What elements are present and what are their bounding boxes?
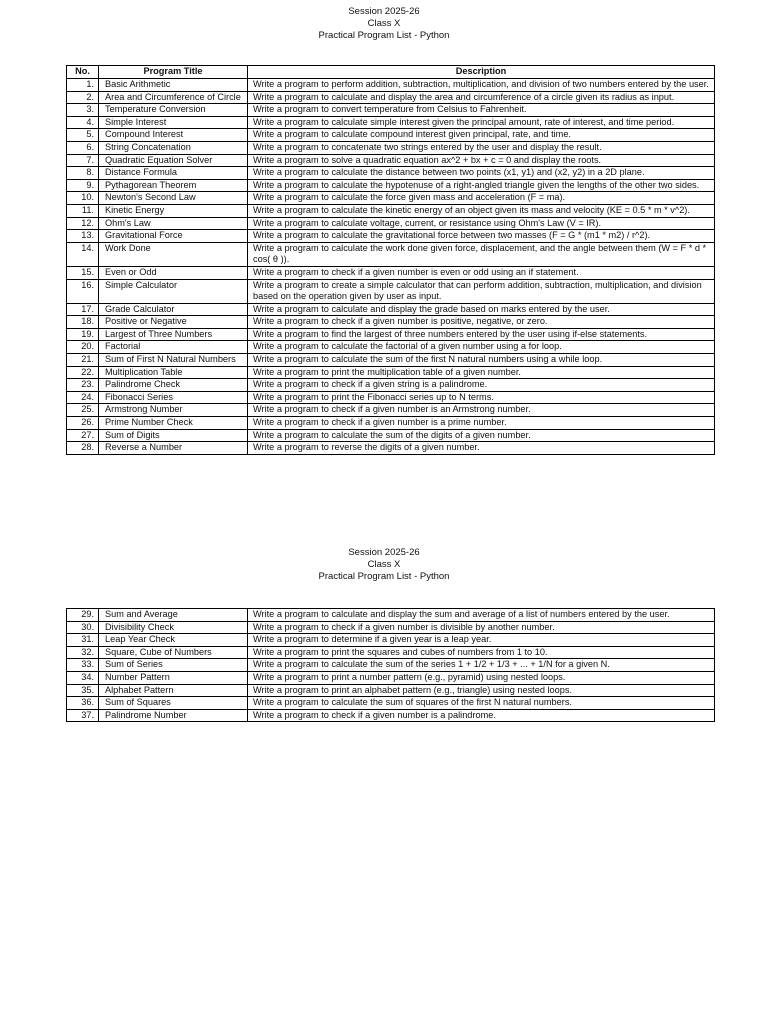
program-title: Work Done	[99, 242, 248, 266]
row-number: 27.	[67, 429, 99, 442]
program-title: Reverse a Number	[99, 442, 248, 455]
program-description: Write a program to calculate simple interest given the principal amount, rate of interest, and time period.	[248, 116, 715, 129]
table-row	[67, 91, 715, 104]
program-title: Simple Interest	[99, 116, 248, 129]
program-description: Write a program to calculate voltage, current, or resistance using Ohm's Law (V = IR).	[248, 217, 715, 230]
row-number: 6.	[67, 141, 99, 154]
class-label: Class X	[367, 559, 401, 570]
table-row	[67, 154, 715, 167]
program-table	[66, 65, 715, 455]
table-row	[67, 167, 715, 180]
program-title: Multiplication Table	[99, 366, 248, 379]
row-number: 23.	[67, 379, 99, 392]
program-description: Write a program to convert temperature from Celsius to Fahrenheit.	[248, 104, 715, 117]
program-title: Simple Calculator	[99, 279, 248, 303]
table-row	[67, 179, 715, 192]
program-description: Write a program to print the Fibonacci series up to N terms.	[248, 391, 715, 404]
row-number: 35.	[67, 684, 99, 697]
program-description: Write a program to calculate compound interest given principal, rate, and time.	[248, 129, 715, 142]
program-title: Square, Cube of Numbers	[99, 646, 248, 659]
row-number: 15.	[67, 266, 99, 279]
program-description: Write a program to perform addition, subtraction, multiplication, and division of two numbers entered by the user.	[248, 79, 715, 92]
program-description: Write a program to calculate the sum of the series 1 + 1/2 + 1/3 + ... + 1/N for a given N.	[248, 659, 715, 672]
row-number: 28.	[67, 442, 99, 455]
row-number: 37.	[67, 709, 99, 722]
table-row	[67, 303, 715, 316]
table-row	[67, 79, 715, 92]
table-row	[67, 621, 715, 634]
document-title: Practical Program List - Python	[318, 30, 450, 41]
table-row	[67, 684, 715, 697]
program-title: Sum of Series	[99, 659, 248, 672]
page-header	[0, 6, 768, 42]
program-description: Write a program to check if a given number is divisible by another number.	[248, 621, 715, 634]
row-number: 13.	[67, 230, 99, 243]
program-description: Write a program to solve a quadratic equation ax^2 + bx + c = 0 and display the roots.	[248, 154, 715, 167]
row-number: 21.	[67, 354, 99, 367]
program-title: Fibonacci Series	[99, 391, 248, 404]
table-row	[67, 609, 715, 622]
header-description: Description	[248, 66, 715, 79]
row-number: 8.	[67, 167, 99, 180]
program-title: Newton's Second Law	[99, 192, 248, 205]
table-row	[67, 192, 715, 205]
program-title: Distance Formula	[99, 167, 248, 180]
program-description: Write a program to calculate the work done given force, displacement, and the angle between them (W = F * d * cos( θ )).	[248, 242, 715, 266]
row-number: 24.	[67, 391, 99, 404]
table-row	[67, 697, 715, 710]
class-label: Class X	[367, 18, 401, 29]
program-title: Divisibility Check	[99, 621, 248, 634]
program-table-continued	[66, 608, 715, 722]
program-title: Largest of Three Numbers	[99, 328, 248, 341]
row-number: 33.	[67, 659, 99, 672]
program-title: Area and Circumference of Circle	[99, 91, 248, 104]
program-title: Leap Year Check	[99, 634, 248, 647]
row-number: 36.	[67, 697, 99, 710]
program-title: Prime Number Check	[99, 417, 248, 430]
program-description: Write a program to check if a given number is positive, negative, or zero.	[248, 316, 715, 329]
row-number: 17.	[67, 303, 99, 316]
program-description: Write a program to calculate the hypotenuse of a right-angled triangle given the lengths of the other two sides.	[248, 179, 715, 192]
program-title: Compound Interest	[99, 129, 248, 142]
row-number: 16.	[67, 279, 99, 303]
row-number: 32.	[67, 646, 99, 659]
program-description: Write a program to calculate the sum of the first N natural numbers using a while loop.	[248, 354, 715, 367]
row-number: 2.	[67, 91, 99, 104]
table-row	[67, 341, 715, 354]
row-number: 20.	[67, 341, 99, 354]
program-title: Grade Calculator	[99, 303, 248, 316]
program-description: Write a program to print an alphabet pattern (e.g., triangle) using nested loops.	[248, 684, 715, 697]
program-title: Number Pattern	[99, 671, 248, 684]
program-title: String Concatenation	[99, 141, 248, 154]
program-description: Write a program to calculate and display the area and circumference of a circle given its radius as input.	[248, 91, 715, 104]
row-number: 11.	[67, 204, 99, 217]
table-row	[67, 442, 715, 455]
program-description: Write a program to print the multiplication table of a given number.	[248, 366, 715, 379]
table-body	[67, 79, 715, 455]
row-number: 7.	[67, 154, 99, 167]
row-number: 4.	[67, 116, 99, 129]
program-title: Temperature Conversion	[99, 104, 248, 117]
program-title: Positive or Negative	[99, 316, 248, 329]
program-description: Write a program to check if a given number is even or odd using an if statement.	[248, 266, 715, 279]
program-description: Write a program to calculate the gravitational force between two masses (F = G * (m1 * m2) / r^2).	[248, 230, 715, 243]
table-row	[67, 279, 715, 303]
page-header-2	[0, 547, 768, 583]
table-row	[67, 659, 715, 672]
program-title: Alphabet Pattern	[99, 684, 248, 697]
program-title: Sum of Squares	[99, 697, 248, 710]
program-title: Kinetic Energy	[99, 204, 248, 217]
program-title: Pythagorean Theorem	[99, 179, 248, 192]
table-row	[67, 634, 715, 647]
program-title: Even or Odd	[99, 266, 248, 279]
program-title: Factorial	[99, 341, 248, 354]
table-row	[67, 354, 715, 367]
table-row	[67, 417, 715, 430]
program-description: Write a program to check if a given number is an Armstrong number.	[248, 404, 715, 417]
session-label: Session 2025-26	[348, 6, 420, 17]
table-row	[67, 104, 715, 117]
program-title: Palindrome Number	[99, 709, 248, 722]
table-row	[67, 328, 715, 341]
table-row	[67, 429, 715, 442]
row-number: 9.	[67, 179, 99, 192]
program-description: Write a program to calculate the distance between two points (x1, y1) and (x2, y2) in a 2D plane.	[248, 167, 715, 180]
program-description: Write a program to concatenate two strings entered by the user and display the result.	[248, 141, 715, 154]
program-description: Write a program to calculate and display the sum and average of a list of numbers entered by the user.	[248, 609, 715, 622]
program-title: Quadratic Equation Solver	[99, 154, 248, 167]
program-description: Write a program to check if a given string is a palindrome.	[248, 379, 715, 392]
header-program-title: Program Title	[99, 66, 248, 79]
row-number: 14.	[67, 242, 99, 266]
program-description: Write a program to create a simple calculator that can perform addition, subtraction, multiplication, and division based on the operation given by user as input.	[248, 279, 715, 303]
row-number: 10.	[67, 192, 99, 205]
table-row	[67, 366, 715, 379]
program-title: Sum of First N Natural Numbers	[99, 354, 248, 367]
row-number: 1.	[67, 79, 99, 92]
table-body	[67, 609, 715, 722]
table-row	[67, 129, 715, 142]
program-description: Write a program to reverse the digits of a given number.	[248, 442, 715, 455]
row-number: 34.	[67, 671, 99, 684]
program-description: Write a program to check if a given number is a palindrome.	[248, 709, 715, 722]
table-row	[67, 116, 715, 129]
program-description: Write a program to check if a given number is a prime number.	[248, 417, 715, 430]
table-header-row	[67, 66, 715, 79]
table-row	[67, 646, 715, 659]
row-number: 26.	[67, 417, 99, 430]
program-description: Write a program to calculate the kinetic energy of an object given its mass and velocity (KE = 0.5 * m * v^2).	[248, 204, 715, 217]
row-number: 18.	[67, 316, 99, 329]
table-row	[67, 379, 715, 392]
table-row	[67, 230, 715, 243]
program-description: Write a program to calculate the force given mass and acceleration (F = ma).	[248, 192, 715, 205]
program-title: Basic Arithmetic	[99, 79, 248, 92]
session-label: Session 2025-26	[348, 547, 420, 558]
program-description: Write a program to find the largest of three numbers entered by the user using if-else statements.	[248, 328, 715, 341]
program-title: Sum and Average	[99, 609, 248, 622]
program-title: Gravitational Force	[99, 230, 248, 243]
program-title: Armstrong Number	[99, 404, 248, 417]
program-title: Ohm's Law	[99, 217, 248, 230]
program-description: Write a program to calculate the sum of squares of the first N natural numbers.	[248, 697, 715, 710]
table-row	[67, 316, 715, 329]
row-number: 30.	[67, 621, 99, 634]
row-number: 5.	[67, 129, 99, 142]
program-description: Write a program to calculate the sum of the digits of a given number.	[248, 429, 715, 442]
row-number: 12.	[67, 217, 99, 230]
table-row	[67, 204, 715, 217]
program-description: Write a program to print a number pattern (e.g., pyramid) using nested loops.	[248, 671, 715, 684]
table-row	[67, 671, 715, 684]
row-number: 3.	[67, 104, 99, 117]
program-title: Palindrome Check	[99, 379, 248, 392]
table-row	[67, 391, 715, 404]
row-number: 31.	[67, 634, 99, 647]
row-number: 25.	[67, 404, 99, 417]
program-title: Sum of Digits	[99, 429, 248, 442]
table-row	[67, 266, 715, 279]
table-row	[67, 404, 715, 417]
table-row	[67, 242, 715, 266]
program-description: Write a program to calculate and display the grade based on marks entered by the user.	[248, 303, 715, 316]
table-row	[67, 709, 715, 722]
program-description: Write a program to calculate the factorial of a given number using a for loop.	[248, 341, 715, 354]
table-row	[67, 141, 715, 154]
program-description: Write a program to determine if a given year is a leap year.	[248, 634, 715, 647]
document-title: Practical Program List - Python	[318, 571, 450, 582]
row-number: 19.	[67, 328, 99, 341]
row-number: 29.	[67, 609, 99, 622]
program-description: Write a program to print the squares and cubes of numbers from 1 to 10.	[248, 646, 715, 659]
header-no: No.	[67, 66, 99, 79]
row-number: 22.	[67, 366, 99, 379]
table-row	[67, 217, 715, 230]
